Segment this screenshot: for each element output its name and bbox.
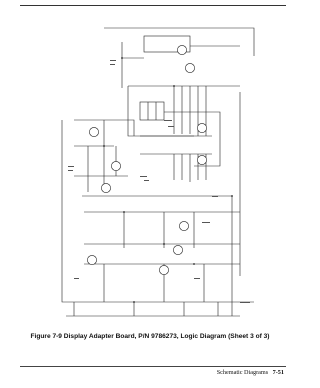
bus-rail-mid — [82, 196, 232, 316]
transistor-q5 — [111, 161, 120, 170]
transistor-q6 — [197, 155, 206, 164]
transistor-q8 — [179, 221, 188, 230]
schematic-drawing — [44, 16, 270, 322]
top-rule — [20, 5, 286, 6]
transistor-q4 — [197, 123, 206, 132]
transistor-q11 — [159, 265, 168, 274]
transformer — [140, 102, 164, 120]
transistor-q9 — [173, 245, 182, 254]
bus-rail-left — [62, 120, 254, 302]
page-footer — [217, 369, 284, 376]
transistor-q2 — [185, 63, 194, 72]
transistor-q3 — [89, 127, 98, 136]
transistor-q7 — [101, 183, 110, 192]
page-number: 7-51 — [272, 369, 284, 376]
transistor-q1 — [177, 45, 186, 54]
figure-caption: Figure 7-9 Display Adapter Board, P/N 9786273, Logic Diagram (Sheet 3 of 3) — [30, 333, 270, 340]
bottom-rule — [20, 366, 286, 367]
footer-section: Schematic Diagrams — [216, 369, 269, 376]
transistor-q10 — [87, 255, 96, 264]
